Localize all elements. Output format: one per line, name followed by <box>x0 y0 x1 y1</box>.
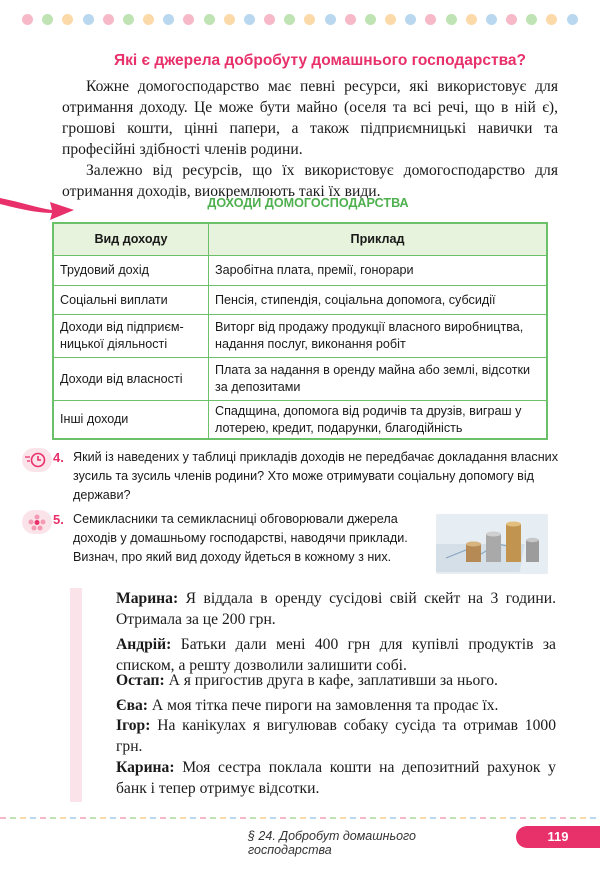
task-text: Семикласники та семикласниці обговорювали джерела доходів у домашньому господарстві, наводячи приклади. Визнач, про який вид доходу йдеться в кожному з них. <box>73 512 408 564</box>
divider-dash <box>360 817 366 819</box>
task-text: Який із наведених у таблиці прикладів доходів не передбачає докладання власних зусиль та зусиль членів родини? Хто може отримувати соціальну допомогу від держави? <box>73 450 558 502</box>
divider-dash <box>330 817 336 819</box>
divider-dash <box>370 817 376 819</box>
decorative-dot <box>425 14 436 25</box>
divider-dash <box>430 817 436 819</box>
divider-dash <box>570 817 576 819</box>
divider-dash <box>280 817 286 819</box>
decorative-dot <box>486 14 497 25</box>
divider-dash <box>470 817 476 819</box>
decorative-dot <box>526 14 537 25</box>
divider-dash <box>420 817 426 819</box>
divider-dash <box>510 817 516 819</box>
table-cell-type: Інші доходи <box>54 401 209 438</box>
decorative-dot <box>385 14 396 25</box>
divider-dash <box>410 817 416 819</box>
decorative-dot <box>546 14 557 25</box>
divider-dash <box>450 817 456 819</box>
decorative-dots <box>22 14 578 26</box>
dialog-sidebar <box>70 588 82 802</box>
task-number: 4. <box>53 450 64 465</box>
divider-dash <box>200 817 206 819</box>
speech: На канікулах я вигулював собаку сусіда та отримав 1000 грн. <box>116 717 556 755</box>
divider-dash <box>530 817 536 819</box>
dialog-line <box>116 757 556 799</box>
dialog-line <box>116 695 556 716</box>
divider-dash <box>230 817 236 819</box>
divider-dash <box>520 817 526 819</box>
divider-dash <box>120 817 126 819</box>
divider-dash <box>40 817 46 819</box>
decorative-dot <box>143 14 154 25</box>
table-cell-type: Доходи від власності <box>54 358 209 400</box>
speech: А моя тітка пече пироги на замовлення та продає їх. <box>151 697 499 714</box>
decorative-dot <box>22 14 33 25</box>
clock-icon <box>22 448 52 472</box>
divider-dash <box>50 817 56 819</box>
paragraph-1 <box>62 76 558 160</box>
decorative-dot <box>264 14 275 25</box>
table-cell-example: Плата за надання в оренду майна або землі, відсотки за депозитами <box>215 363 531 394</box>
coins-image <box>436 514 548 574</box>
table-header-type: Вид доходу <box>54 224 209 255</box>
divider-dash <box>260 817 266 819</box>
table-cell-example: Заробітна плата, премії, гонорари <box>215 263 414 277</box>
speaker: Андрій: <box>116 636 172 653</box>
decorative-dot <box>405 14 416 25</box>
divider-dash <box>10 817 16 819</box>
table-header-example: Приклад <box>350 232 405 246</box>
table-title: ДОХОДИ ДОМОГОСПОДАРСТВА <box>207 196 409 210</box>
divider-dash <box>160 817 166 819</box>
decorative-dot <box>123 14 134 25</box>
speaker: Остап: <box>116 672 165 689</box>
divider-dash <box>90 817 96 819</box>
decorative-dot <box>83 14 94 25</box>
divider-dash <box>340 817 346 819</box>
decorative-dot <box>365 14 376 25</box>
table-cell-type: Доходи від підприєм-ницької діяльності <box>54 315 209 357</box>
table-row <box>54 285 546 314</box>
divider-dash <box>30 817 36 819</box>
table-cell-type: Соціальні виплати <box>54 286 209 314</box>
table-cell-example: Спадщина, допомога від родичів та друзів, виграш у лотерею, кредит, подарунки, благодійність <box>215 403 522 435</box>
divider-dash <box>140 817 146 819</box>
task-number: 5. <box>53 512 64 527</box>
decorative-dot <box>345 14 356 25</box>
speaker: Ігор: <box>116 717 151 734</box>
speaker: Марина: <box>116 590 179 607</box>
divider-dash <box>250 817 256 819</box>
decorative-dot <box>446 14 457 25</box>
divider-dash <box>460 817 466 819</box>
decorative-dot <box>304 14 315 25</box>
group-icon <box>22 510 52 534</box>
divider-dash <box>580 817 586 819</box>
decorative-dot <box>567 14 578 25</box>
divider-dash <box>540 817 546 819</box>
divider-dash <box>550 817 556 819</box>
divider-dash <box>100 817 106 819</box>
dialog-line <box>116 588 556 630</box>
divider-dash <box>300 817 306 819</box>
dialog-line <box>116 670 556 691</box>
divider-dash <box>490 817 496 819</box>
divider-dash <box>440 817 446 819</box>
dialog-line <box>116 715 556 757</box>
decorative-dot <box>163 14 174 25</box>
divider-dash <box>170 817 176 819</box>
divider-dash <box>220 817 226 819</box>
section-reference: § 24. Добробут домашнього господарства <box>248 829 416 857</box>
table-cell-example: Пенсія, стипендія, соціальна допомога, субсидії <box>215 292 496 307</box>
table-row <box>54 255 546 285</box>
divider-dash <box>80 817 86 819</box>
divider-dash <box>180 817 186 819</box>
decorative-dot <box>325 14 336 25</box>
divider-dash <box>150 817 156 819</box>
divider-dash <box>500 817 506 819</box>
speaker: Карина: <box>116 759 175 776</box>
decorative-dot <box>466 14 477 25</box>
table-row <box>54 314 546 357</box>
speaker: Єва: <box>116 697 148 714</box>
table-row <box>54 400 546 438</box>
paragraph-1-text: Кожне домогосподарство має певні ресурси, які використовує для отримання доходу. Це може бути майно (оселя та всі речі, що в ній є), грошові кошти, цінні папери, а також підприємницькі навички та професійні здібності членів родини. <box>62 78 558 158</box>
decorative-dot <box>224 14 235 25</box>
divider-dash <box>290 817 296 819</box>
divider-dash <box>590 817 596 819</box>
divider-dash <box>70 817 76 819</box>
paragraph-2-text: Залежно від ресурсів, що їх використовує домогосподарство для отримання доходів, виокремлюють такі їх види. <box>62 162 558 200</box>
divider-dash <box>240 817 246 819</box>
decorative-dot <box>204 14 215 25</box>
table-row <box>54 357 546 400</box>
task-4 <box>22 448 562 506</box>
table-cell-type: Трудовий дохід <box>54 256 209 285</box>
decorative-dot <box>183 14 194 25</box>
section-heading: Які є джерела добробуту домашнього господарства? <box>114 52 526 69</box>
income-table <box>52 222 548 440</box>
decorative-dot <box>42 14 53 25</box>
divider-dash <box>130 817 136 819</box>
divider-dash <box>320 817 326 819</box>
table-header-row <box>54 224 546 255</box>
decorative-dot <box>284 14 295 25</box>
speech: Я віддала в оренду сусідові свій скейт на 3 години. Отримала за це 200 грн. <box>116 590 556 628</box>
divider-dash <box>380 817 386 819</box>
decorative-dot <box>103 14 114 25</box>
speech: Батьки дали мені 400 грн для купівлі продуктів за списком, а решту дозволили залишити собі. <box>116 636 556 674</box>
divider-dash <box>390 817 396 819</box>
divider-dash <box>350 817 356 819</box>
divider-dash <box>190 817 196 819</box>
speech: А я пригостив друга в кафе, заплативши за нього. <box>168 672 498 689</box>
divider-dash <box>560 817 566 819</box>
decorative-dot <box>244 14 255 25</box>
divider-dash <box>310 817 316 819</box>
table-cell-example: Виторг від продажу продукції власного виробництва, надання послуг, виконання робіт <box>215 320 524 351</box>
decorative-dot <box>62 14 73 25</box>
footer-divider <box>0 817 600 821</box>
divider-dash <box>110 817 116 819</box>
divider-dash <box>0 817 6 819</box>
divider-dash <box>480 817 486 819</box>
divider-dash <box>210 817 216 819</box>
speech: Моя сестра поклала кошти на депозитний рахунок у банк і тепер отримує відсотки. <box>116 759 556 797</box>
divider-dash <box>20 817 26 819</box>
divider-dash <box>400 817 406 819</box>
page-number: 119 <box>516 826 600 848</box>
divider-dash <box>60 817 66 819</box>
divider-dash <box>270 817 276 819</box>
decorative-dot <box>506 14 517 25</box>
